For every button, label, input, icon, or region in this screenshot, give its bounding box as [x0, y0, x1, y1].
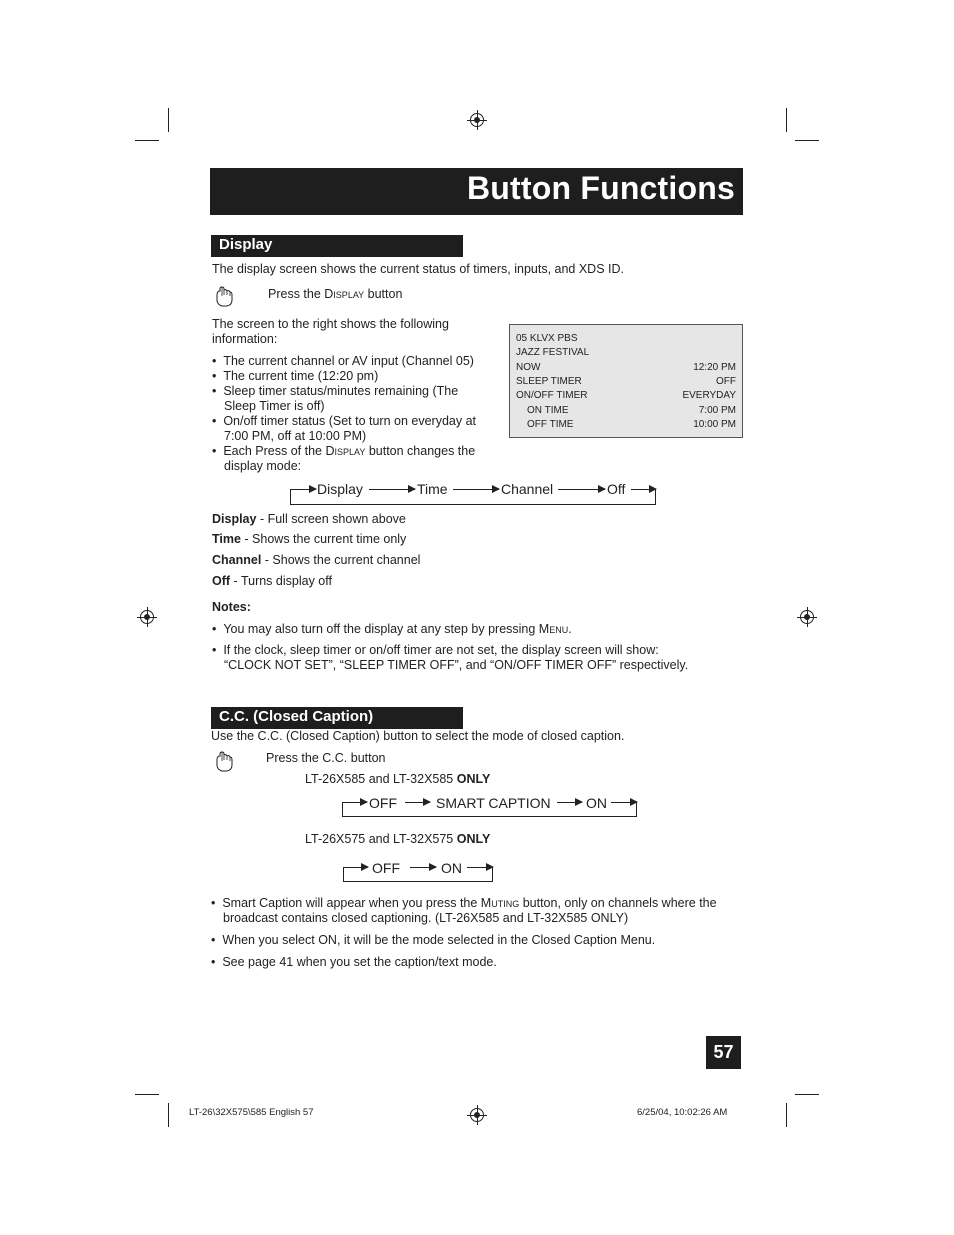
footer-right: 6/25/04, 10:02:26 AM [637, 1107, 728, 1118]
flow-step: Display [317, 481, 363, 497]
on-screen-display-preview [509, 324, 743, 438]
model-note: LT-26X585 and LT-32X585 ONLY [305, 772, 491, 786]
info-bullet-list [212, 354, 476, 474]
press-cc-instruction: Press the C.C. button [266, 751, 386, 765]
page-number: 57 [706, 1036, 741, 1069]
osd-value: OFF [716, 376, 736, 387]
flow-step: ON [586, 795, 607, 811]
flow-step: Off [607, 481, 626, 497]
flow-step: Channel [501, 481, 554, 497]
osd-value: 7:00 PM [698, 405, 736, 416]
mode-definition: Off - Turns display off [212, 574, 332, 588]
registration-mark-icon [800, 610, 814, 624]
crop-mark [168, 1103, 169, 1127]
osd-label: OFF TIME [527, 419, 574, 430]
cc-bullet: • See page 41 when you set the caption/text mode. [211, 955, 497, 969]
list-item: • The current channel or AV input (Channel 05) [212, 354, 474, 368]
osd-label: SLEEP TIMER [516, 376, 582, 387]
osd-label: ON TIME [527, 405, 569, 416]
list-item: 7:00 PM, off at 10:00 PM) [224, 429, 367, 443]
section-heading-display [211, 235, 463, 257]
osd-label: NOW [516, 362, 541, 373]
crop-mark [786, 108, 787, 132]
section-heading-text: C.C. (Closed Caption) [219, 708, 374, 725]
screen-intro: The screen to the right shows the following information: [212, 317, 449, 346]
model-note: LT-26X575 and LT-32X575 ONLY [305, 832, 491, 846]
crop-mark [135, 140, 159, 141]
list-item: • The current time (12:20 pm) [212, 369, 379, 383]
list-item: Sleep Timer is off) [224, 399, 325, 413]
flow-step: Time [417, 481, 448, 497]
hand-press-icon [214, 751, 234, 773]
hand-press-icon [214, 286, 234, 308]
list-item: • Sleep timer status/minutes remaining (The [212, 384, 459, 398]
registration-mark-icon [140, 610, 154, 624]
osd-label: ON/OFF TIMER [516, 390, 588, 401]
list-item: • Each Press of the Display button changes the [212, 444, 476, 458]
flow-step: OFF [369, 795, 397, 811]
mode-definition: Display - Full screen shown above [212, 512, 406, 526]
notes-heading: Notes: [212, 600, 251, 614]
list-item: • On/off timer status (Set to turn on everyday at [212, 414, 476, 428]
crop-mark [795, 140, 819, 141]
display-intro: The display screen shows the current status of timers, inputs, and XDS ID. [212, 262, 624, 276]
flow-step: ON [441, 860, 462, 876]
crop-mark [795, 1094, 819, 1095]
note-item: • You may also turn off the display at any step by pressing Menu. [212, 622, 572, 636]
mode-definition: Time - Shows the current time only [212, 532, 407, 546]
page-title: Button Functions [466, 170, 735, 206]
flow-step: OFF [372, 860, 400, 876]
cc-bullet: • Smart Caption will appear when you press the Muting button, only on channels where the broadcast contains closed captioning. (LT-26X585 and LT-32X585 ONLY) [211, 896, 717, 925]
osd-value: EVERYDAY [682, 390, 736, 401]
footer-left: LT-26\32X575\585 English 57 [189, 1107, 314, 1118]
press-display-instruction: Press the Display button [268, 287, 403, 301]
cc-intro: Use the C.C. (Closed Caption) button to select the mode of closed caption. [211, 729, 625, 743]
section-heading-closed-caption [211, 707, 463, 729]
note-item: • If the clock, sleep timer or on/off timer are not set, the display screen will show: “CLOCK NOT SET”, “SLEEP TIMER OFF”, and “ON/OFF TIMER OFF” respectively. [212, 643, 689, 672]
page-title-bar [210, 168, 743, 215]
registration-mark-icon [470, 113, 484, 127]
list-item: display mode: [224, 459, 302, 473]
display-button-label: Display [324, 287, 365, 301]
cc-bullet: • When you select ON, it will be the mode selected in the Closed Caption Menu. [211, 933, 656, 947]
osd-program-line: JAZZ FESTIVAL [516, 347, 590, 358]
crop-mark [168, 108, 169, 132]
mode-definition: Channel - Shows the current channel [212, 553, 421, 567]
osd-channel-line: 05 KLVX PBS [516, 333, 578, 344]
crop-mark [786, 1103, 787, 1127]
registration-mark-icon [470, 1108, 484, 1122]
flow-step: SMART CAPTION [436, 795, 551, 811]
section-heading-text: Display [219, 236, 273, 253]
crop-mark [135, 1094, 159, 1095]
osd-value: 10:00 PM [693, 419, 736, 430]
osd-value: 12:20 PM [693, 362, 736, 373]
